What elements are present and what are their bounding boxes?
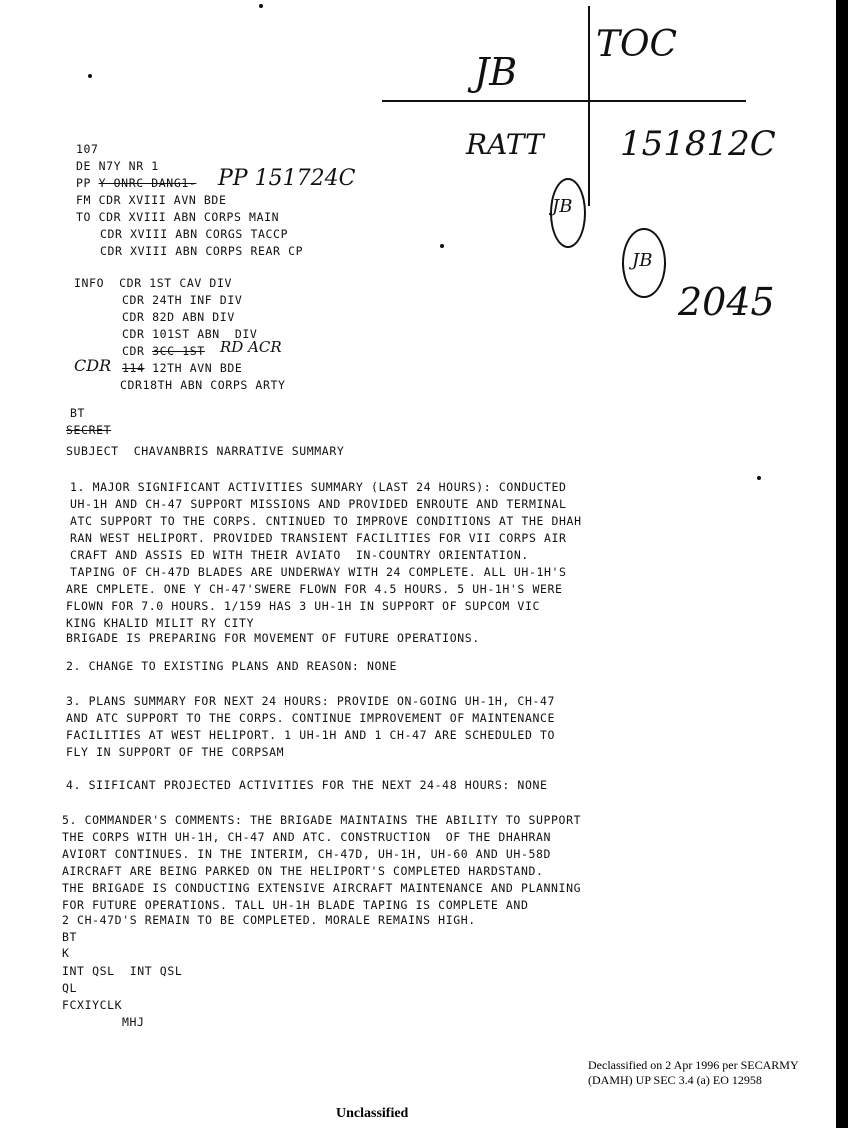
handwritten-dtg: 151812C xyxy=(620,124,776,164)
classification-struck: SECRET xyxy=(66,423,112,437)
message-line: MHJ xyxy=(122,1015,145,1029)
paragraph-line: TAPING OF CH-47D BLADES ARE UNDERWAY WITH 24 COMPLETE. ALL UH-1H'S xyxy=(70,565,567,579)
info-line: CDR18TH ABN CORPS ARTY xyxy=(120,378,286,392)
classification-footer: Unclassified xyxy=(336,1106,409,1121)
paragraph-line: FLOWN FOR 7.0 HOURS. 1/159 HAS 3 UH-1H IN SUPPORT OF SUPCOM VIC xyxy=(66,599,540,613)
handwritten-correction: CDR xyxy=(74,356,112,375)
break-marker: BT xyxy=(70,406,86,420)
scan-speck xyxy=(88,74,92,78)
paragraph-line: THE BRIGADE IS CONDUCTING EXTENSIVE AIRCRAFT MAINTENANCE AND PLANNING xyxy=(62,881,582,895)
info-line: 114 12TH AVN BDE xyxy=(122,361,243,375)
paragraph-line: KING KHALID MILIT RY CITY xyxy=(66,616,255,630)
scan-speck xyxy=(440,244,444,248)
from-line: FM CDR XVIII AVN BDE xyxy=(76,193,227,207)
message-line: 107 xyxy=(76,142,99,156)
paragraph-line: AND ATC SUPPORT TO THE CORPS. CONTINUE IMPROVEMENT OF MAINTENANCE xyxy=(66,711,556,725)
message-line: DE N7Y NR 1 xyxy=(76,159,159,173)
paragraph-line: 5. COMMANDER'S COMMENTS: THE BRIGADE MAINTAINS THE ABILITY TO SUPPORT xyxy=(62,813,582,827)
handwritten-initials: JB xyxy=(474,50,518,94)
info-line: INFO CDR 1ST CAV DIV xyxy=(74,276,232,290)
paragraph-line: FLY IN SUPPORT OF THE CORPSAM xyxy=(66,745,285,759)
scan-speck xyxy=(259,4,263,8)
paragraph-line: CRAFT AND ASSIS ED WITH THEIR AVIATO IN-COUNTRY ORIENTATION. xyxy=(70,548,529,562)
to-line: CDR XVIII ABN CORPS REAR CP xyxy=(100,244,304,258)
declassification-note: (DAMH) UP SEC 3.4 (a) EO 12958 xyxy=(588,1073,762,1087)
paragraph-line: 1. MAJOR SIGNIFICANT ACTIVITIES SUMMARY (LAST 24 HOURS): CONDUCTED xyxy=(70,480,567,494)
paragraph-line: 3. PLANS SUMMARY FOR NEXT 24 HOURS: PROVIDE ON-GOING UH-1H, CH-47 xyxy=(66,694,556,708)
paragraph-line: AVIORT CONTINUES. IN THE INTERIM, CH-47D, UH-1H, UH-60 AND UH-58D xyxy=(62,847,552,861)
info-line: CDR 3CC 1ST xyxy=(122,344,205,358)
handwritten-correction: RD ACR xyxy=(220,338,282,356)
scan-edge xyxy=(836,0,848,1128)
to-line: CDR XVIII ABN CORGS TACCP xyxy=(100,227,289,241)
message-line: QL xyxy=(62,981,78,995)
info-line: CDR 82D ABN DIV xyxy=(122,310,235,324)
handwritten-time: 2045 xyxy=(678,280,775,324)
paragraph-line: 2 CH-47D'S REMAIN TO BE COMPLETED. MORALE REMAINS HIGH. xyxy=(62,913,476,927)
paragraph-line: RAN WEST HELIPORT. PROVIDED TRANSIENT FACILITIES FOR VII CORPS AIR xyxy=(70,531,567,545)
paragraph-line: ATC SUPPORT TO THE CORPS. CNTINUED TO IMPROVE CONDITIONS AT THE DHAH xyxy=(70,514,582,528)
paragraph-line: THE CORPS WITH UH-1H, CH-47 AND ATC. CONSTRUCTION OF THE DHAHRAN xyxy=(62,830,552,844)
handwritten-circled-initials: JB xyxy=(632,250,653,271)
scan-speck xyxy=(757,476,761,480)
paragraph-line: 4. SIIFICANT PROJECTED ACTIVITIES FOR THE NEXT 24-48 HOURS: NONE xyxy=(66,778,548,792)
paragraph-line: ARE CMPLETE. ONE Y CH-47'SWERE FLOWN FOR 4.5 HOURS. 5 UH-1H'S WERE xyxy=(66,582,563,596)
message-line: K xyxy=(62,946,70,960)
routing-box-vertical-rule xyxy=(588,6,590,206)
routing-box-horizontal-rule xyxy=(382,100,746,102)
message-line: FCXIYCLK xyxy=(62,998,123,1012)
handwritten-office: TOC xyxy=(596,24,678,65)
handwritten-pp-dtg: PP 151724C xyxy=(218,166,356,191)
paragraph-line: FOR FUTURE OPERATIONS. TALL UH-1H BLADE TAPING IS COMPLETE AND xyxy=(62,898,529,912)
message-line: INT QSL INT QSL xyxy=(62,964,183,978)
handwritten-circled-initials: JB xyxy=(552,196,573,217)
to-line: TO CDR XVIII ABN CORPS MAIN xyxy=(76,210,280,224)
handwritten-ratt: RATT xyxy=(466,128,544,161)
paragraph-line: AIRCRAFT ARE BEING PARKED ON THE HELIPORT'S COMPLETED HARDSTAND. xyxy=(62,864,544,878)
info-line: CDR 24TH INF DIV xyxy=(122,293,243,307)
info-line: CDR 101ST ABN DIV xyxy=(122,327,258,341)
paragraph-line: UH-1H AND CH-47 SUPPORT MISSIONS AND PROVIDED ENROUTE AND TERMINAL xyxy=(70,497,567,511)
paragraph-line: 2. CHANGE TO EXISTING PLANS AND REASON: NONE xyxy=(66,659,398,673)
paragraph-line: FACILITIES AT WEST HELIPORT. 1 UH-1H AND 1 CH-47 ARE SCHEDULED TO xyxy=(66,728,556,742)
paragraph-line: BRIGADE IS PREPARING FOR MOVEMENT OF FUTURE OPERATIONS. xyxy=(66,631,480,645)
declassification-note: Declassified on 2 Apr 1996 per SECARMY xyxy=(588,1058,799,1072)
break-marker: BT xyxy=(62,930,78,944)
subject-line: SUBJECT CHAVANBRIS NARRATIVE SUMMARY xyxy=(66,444,345,458)
precedence-line: PP Y ONRC DANG1- xyxy=(76,176,197,190)
